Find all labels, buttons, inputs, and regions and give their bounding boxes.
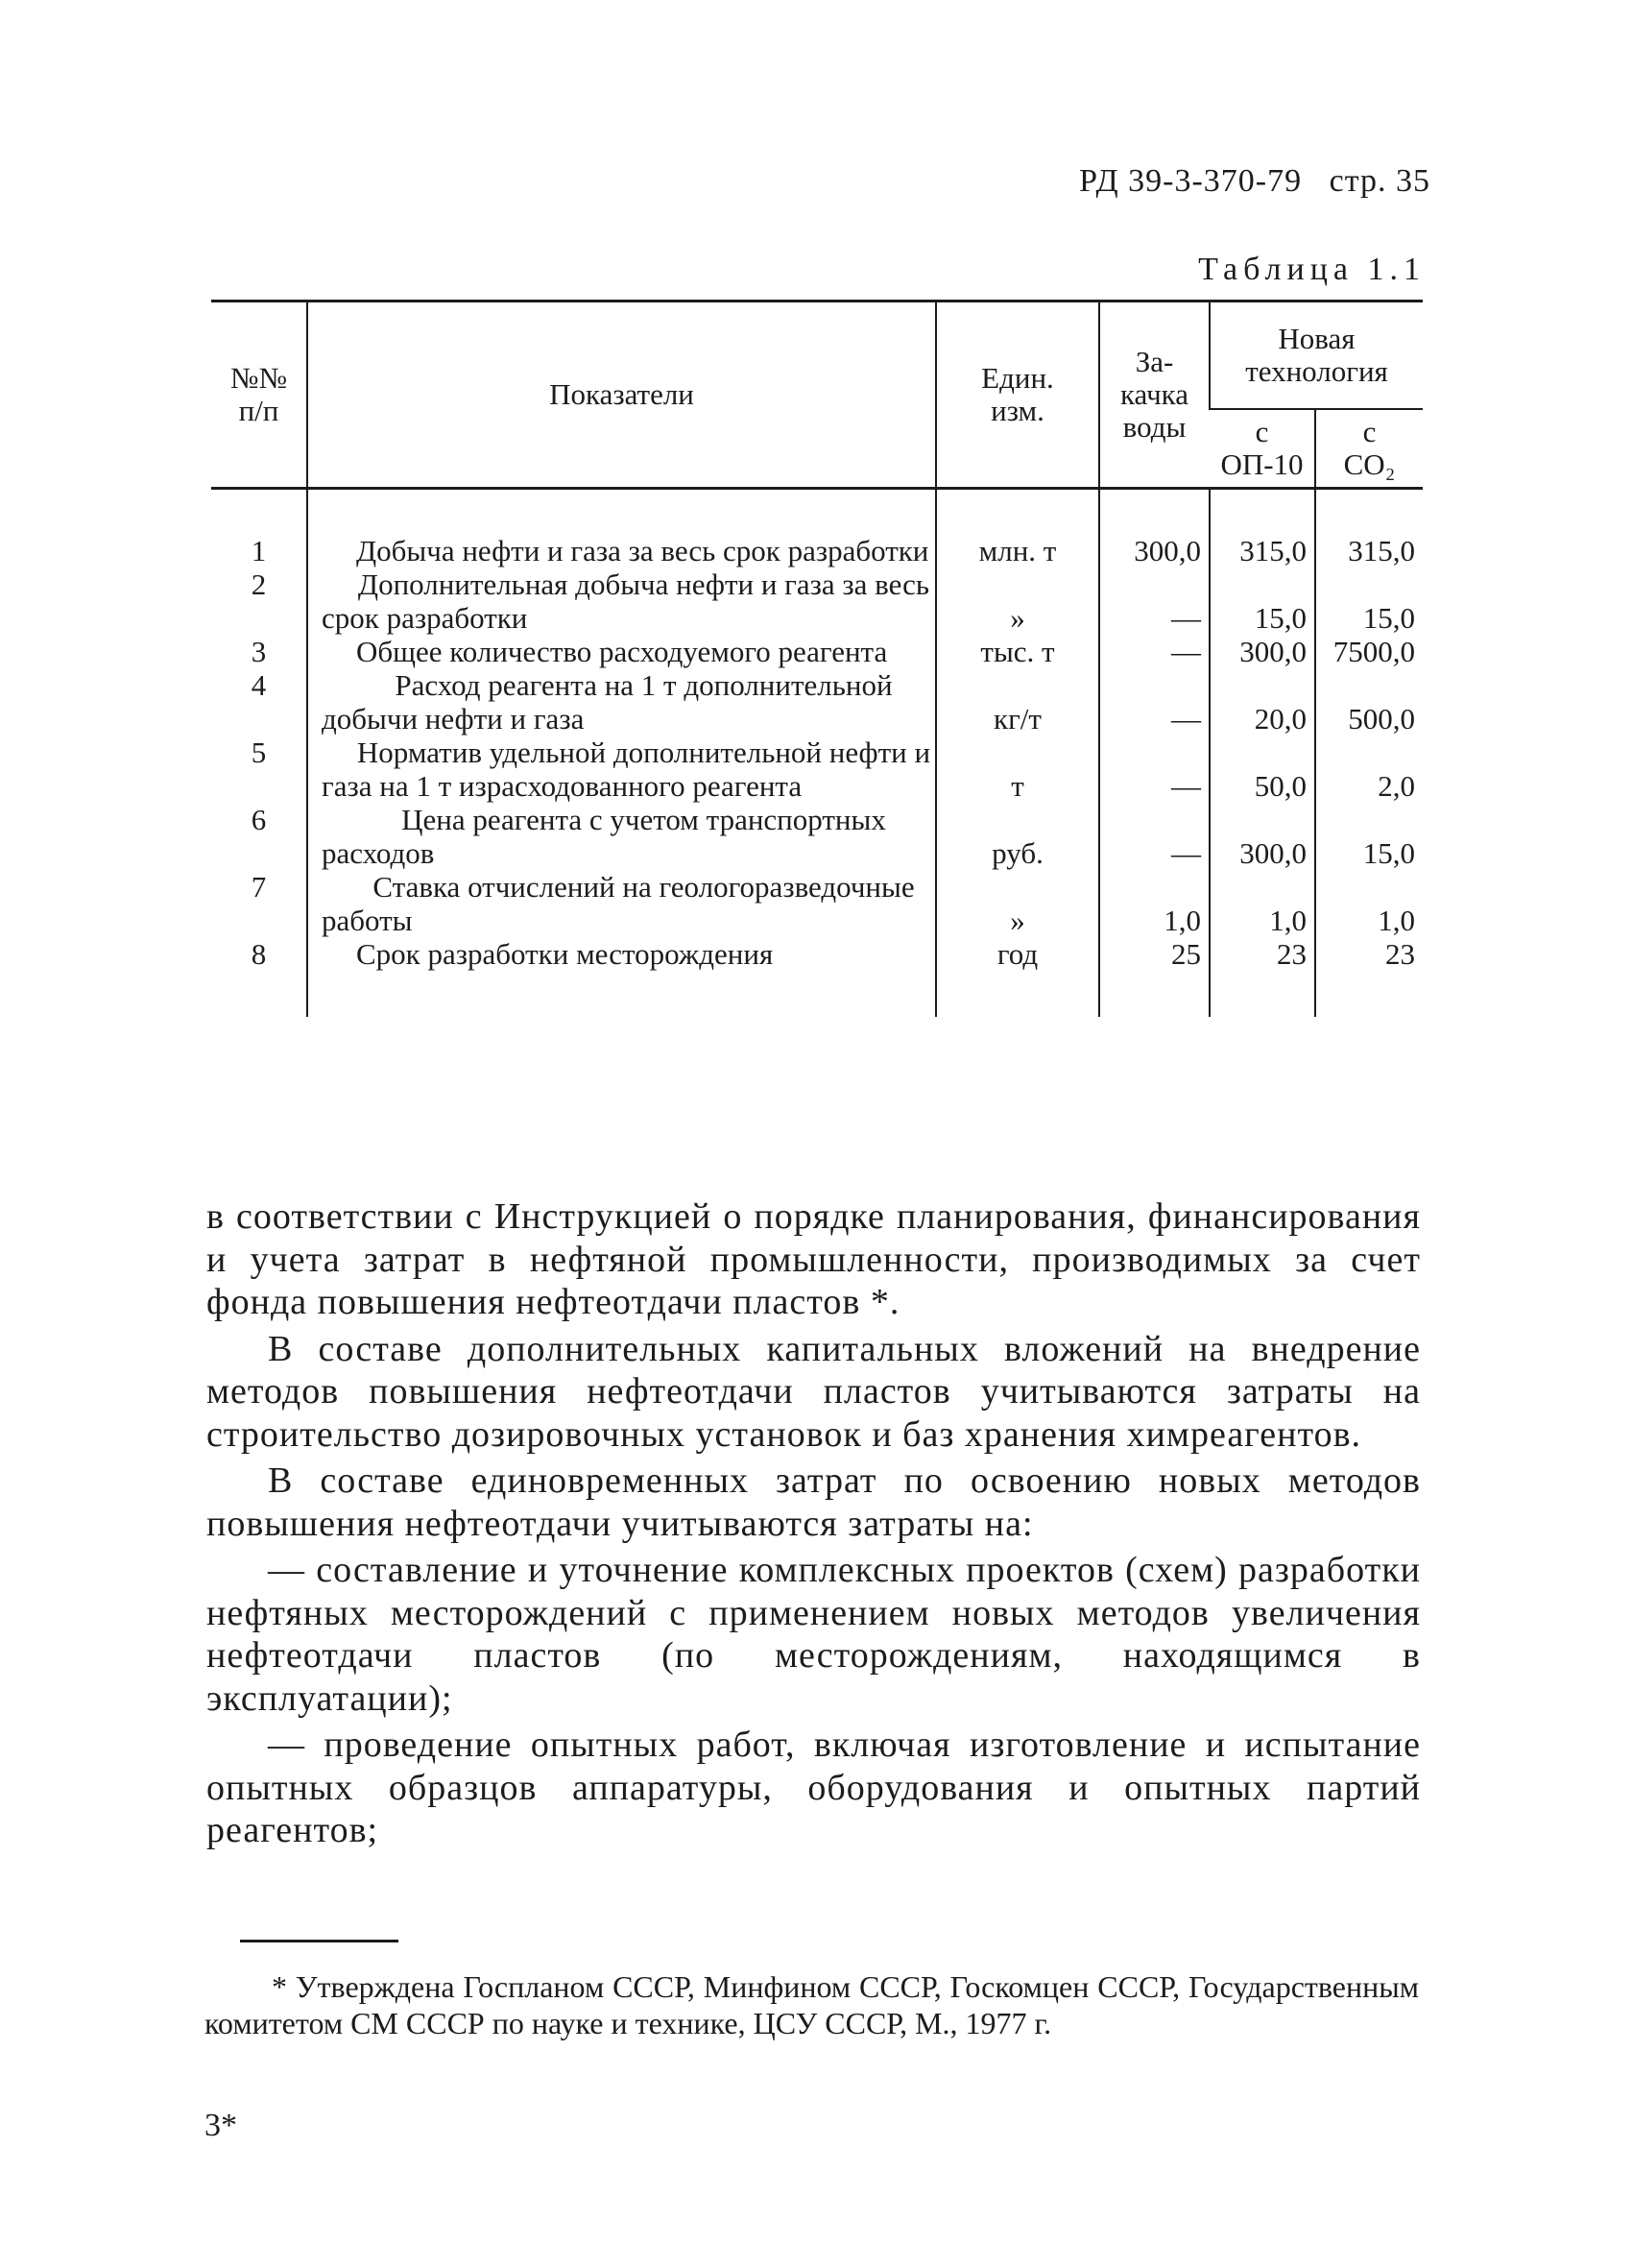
row-water: — [1099, 736, 1210, 803]
row-co2: 23 [1315, 937, 1423, 1017]
signature-mark: 3* [204, 2108, 237, 2143]
row-unit: тыс. т [936, 635, 1099, 668]
row-co2: 15,0 [1315, 803, 1423, 870]
row-co2: 315,0 [1315, 489, 1423, 568]
row-op10: 1,0 [1210, 870, 1315, 937]
table-row [211, 736, 1423, 803]
row-op10: 23 [1210, 937, 1315, 1017]
header-op10: с ОП-10 [1210, 409, 1315, 489]
row-co2: 15,0 [1315, 567, 1423, 635]
row-op10: 300,0 [1210, 635, 1315, 668]
row-number: 7 [251, 870, 267, 904]
page-number: стр. 35 [1329, 163, 1430, 199]
table-row [211, 489, 1423, 568]
header-unit: Един. изм. [936, 302, 1099, 489]
list-item: — составление и уточнение комплексных проектов (схем) разработки нефтяных месторождений с применением новых методов увеличения нефтеотдачи пластов (по месторождениям, находящимся в эксплуатации); [206, 1550, 1421, 1719]
row-indicator: Добыча нефти и газа за весь срок разработки [307, 489, 936, 568]
row-op10: 20,0 [1210, 668, 1315, 736]
row-water: — [1099, 567, 1210, 635]
table-row [211, 937, 1423, 1017]
row-water: 25 [1099, 937, 1210, 1017]
row-number: 8 [251, 937, 267, 971]
row-indicator: Норматив удельной дополнительной нефти и газа на 1 т израсходованного реагента [307, 736, 936, 803]
paragraph: В составе единовременных затрат по освоению новых методов повышения нефтеотдачи учитываются затраты на: [206, 1460, 1421, 1544]
row-water: — [1099, 803, 1210, 870]
row-op10: 300,0 [1210, 803, 1315, 870]
row-unit: » [936, 567, 1099, 635]
row-number: 5 [251, 736, 267, 769]
list-item: — проведение опытных работ, включая изготовление и испытание опытных образцов аппаратуры, оборудования и опытных партий реагентов; [206, 1725, 1421, 1850]
row-unit: т [936, 736, 1099, 803]
footnote: * Утверждена Госпланом СССР, Минфином СССР, Госкомцен СССР, Государственным комитетом СМ СССР по науке и технике, ЦСУ СССР, М., 1977 г. [204, 1969, 1419, 2040]
page-header [1079, 163, 1430, 200]
row-co2: 500,0 [1315, 668, 1423, 736]
table-row [211, 635, 1423, 668]
table-row [211, 803, 1423, 870]
table-row [211, 567, 1423, 635]
row-indicator: Ставка отчислений на геологоразведочные работы [307, 870, 936, 937]
row-water: 1,0 [1099, 870, 1210, 937]
row-water: 300,0 [1099, 489, 1210, 568]
footnote-divider [240, 1940, 398, 1942]
table-title: Таблица 1.1 [1198, 252, 1426, 287]
row-op10: 15,0 [1210, 567, 1315, 635]
row-number: 1 [251, 534, 267, 567]
row-op10: 50,0 [1210, 736, 1315, 803]
indicators-table [211, 300, 1423, 1017]
row-unit: руб. [936, 803, 1099, 870]
header-co2: с СО₂ [1315, 409, 1423, 489]
row-number: 3 [251, 635, 267, 668]
header-indicators: Показатели [307, 302, 936, 489]
row-number: 2 [251, 567, 267, 601]
header-water-injection: За- качка воды [1099, 302, 1210, 489]
row-unit: млн. т [936, 489, 1099, 568]
row-co2: 7500,0 [1315, 635, 1423, 668]
row-water: — [1099, 668, 1210, 736]
paragraph: В составе дополнительных капитальных вложений на внедрение методов повышения нефтеотдачи пластов учитываются затраты на строительство дозировочных установок и баз хранения химреагентов. [206, 1328, 1421, 1455]
header-new-technology: Новая технология [1210, 302, 1423, 410]
paragraph: в соответствии с Инструкцией о порядке планирования, финансирования и учета затрат в нефтяной промышленности, производимых за счет фонда повышения нефтеотдачи пластов *. [206, 1196, 1421, 1322]
row-op10: 315,0 [1210, 489, 1315, 568]
row-unit: год [936, 937, 1099, 1017]
document-reference: РД 39-3-370-79 [1079, 163, 1303, 199]
row-indicator: Общее количество расходуемого реагента [307, 635, 936, 668]
row-unit: кг/т [936, 668, 1099, 736]
row-co2: 2,0 [1315, 736, 1423, 803]
row-indicator: Срок разработки месторождения [307, 937, 936, 1017]
body-text [206, 1195, 1421, 1856]
row-indicator: Дополнительная добыча нефти и газа за весь срок разработки [307, 567, 936, 635]
row-unit: » [936, 870, 1099, 937]
header-number: №№ п/п [211, 302, 307, 489]
row-number: 6 [251, 803, 267, 836]
row-water: — [1099, 635, 1210, 668]
table-row [211, 668, 1423, 736]
row-indicator: Расход реагента на 1 т дополнительной добычи нефти и газа [307, 668, 936, 736]
row-indicator: Цена реагента с учетом транспортных расходов [307, 803, 936, 870]
row-co2: 1,0 [1315, 870, 1423, 937]
table-row [211, 870, 1423, 937]
row-number: 4 [251, 668, 267, 702]
